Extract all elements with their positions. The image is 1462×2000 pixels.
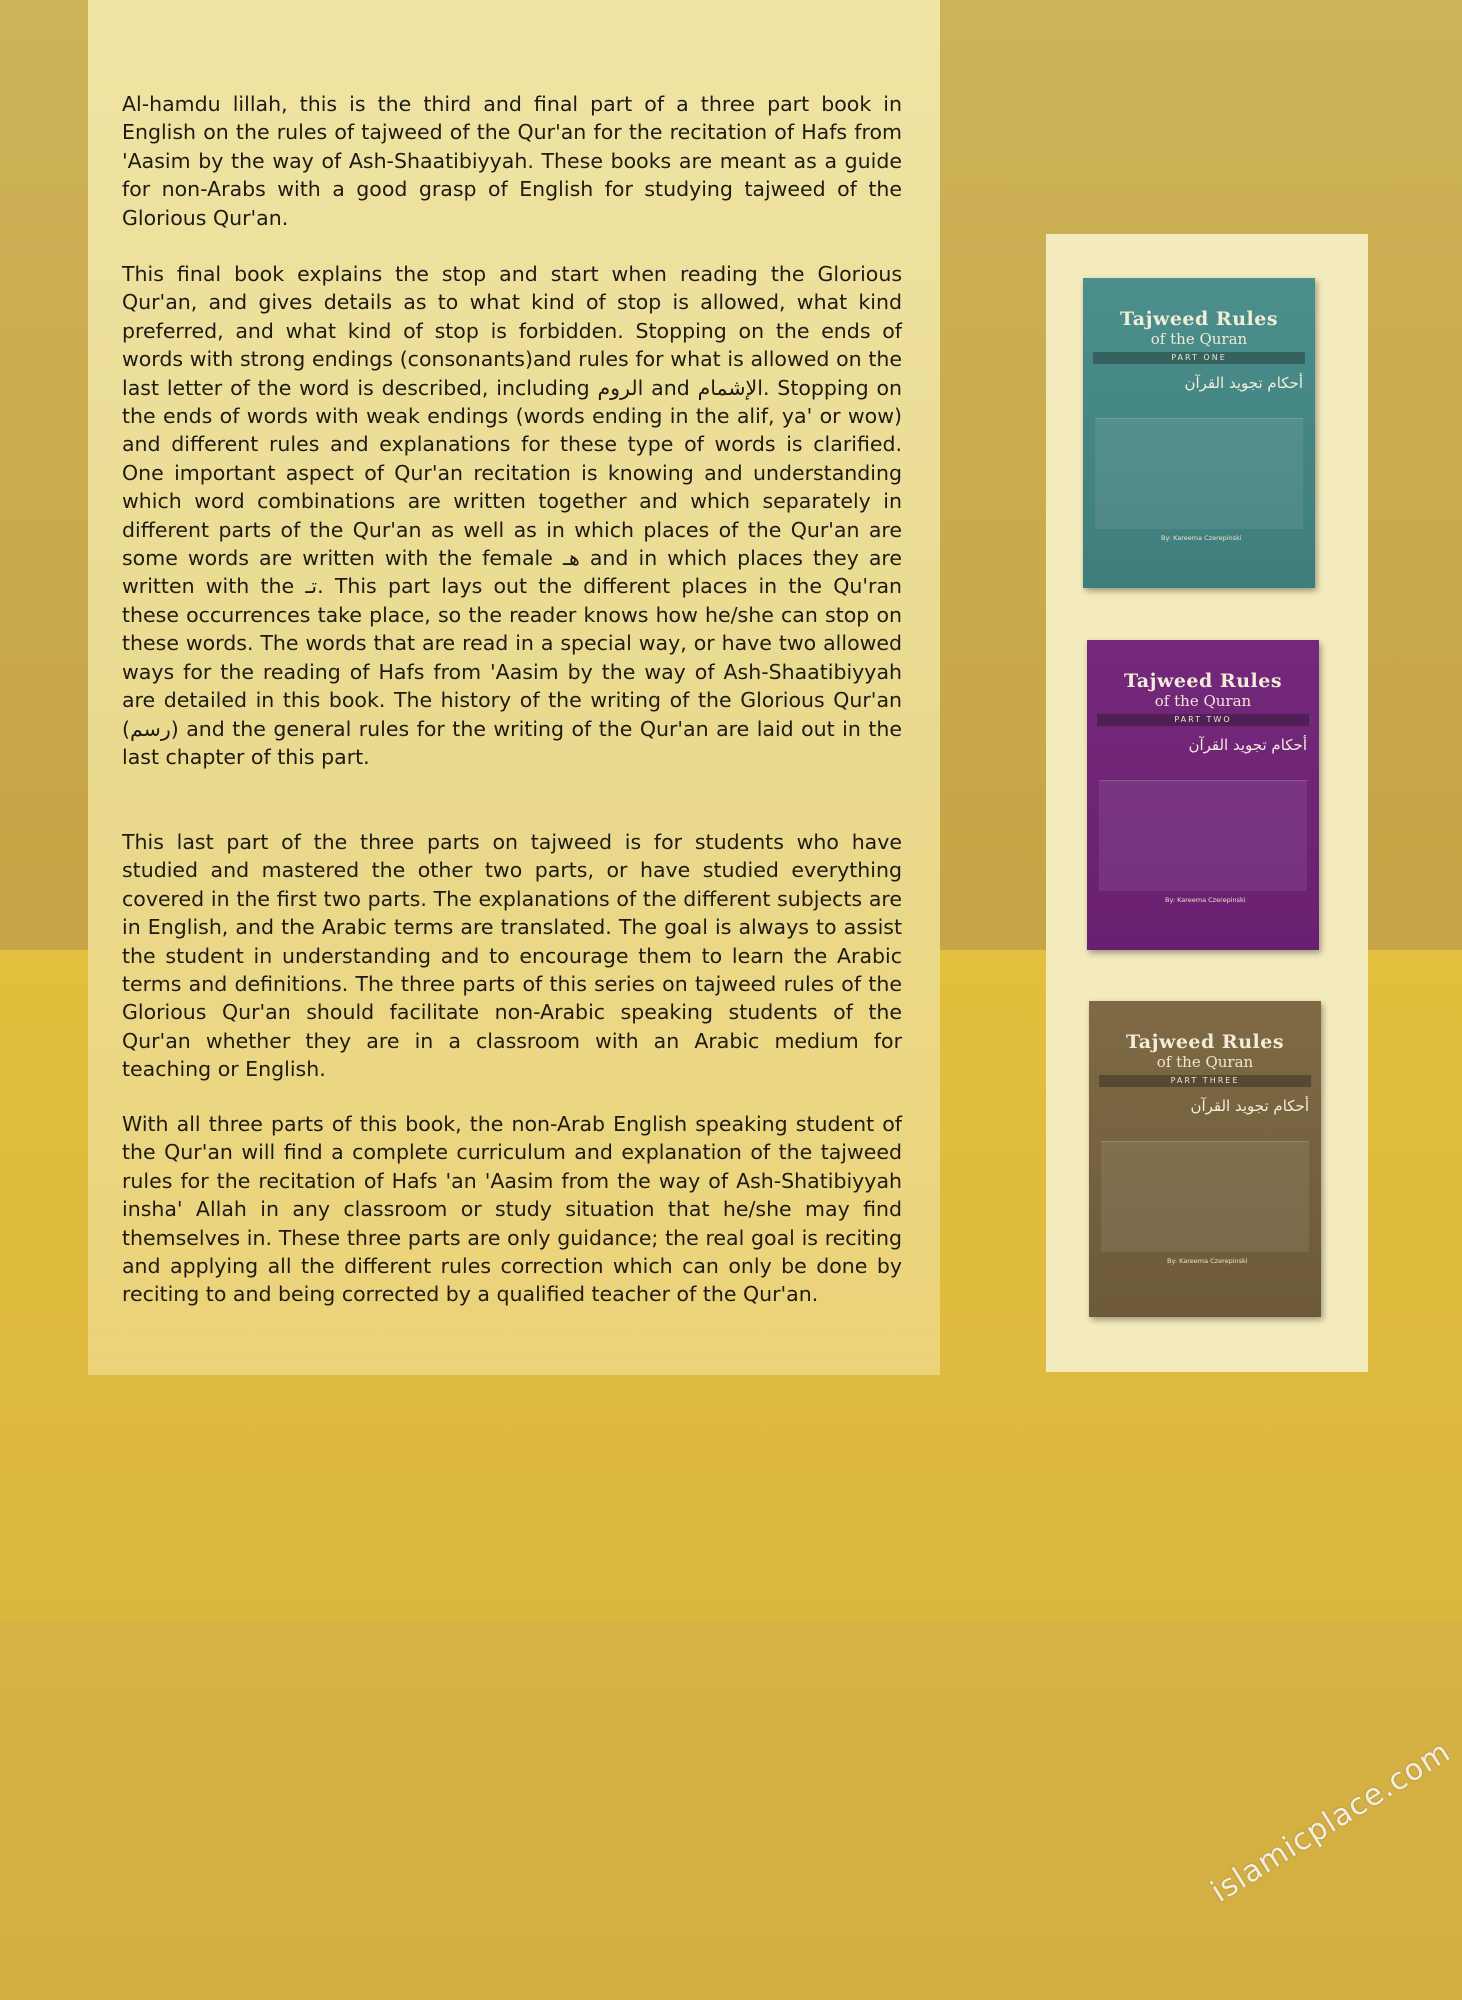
- book-subtitle: of the Quran: [1156, 1053, 1254, 1071]
- site-watermark: islamicplace.com: [1205, 1734, 1457, 1910]
- book-cover-part-two: [1087, 640, 1319, 950]
- book-author: By: Kareema Czerepinski: [1167, 1257, 1248, 1265]
- book-part-label: PART ONE: [1093, 352, 1305, 364]
- book-arabic-title: أحكام تجويد القرآن: [1184, 374, 1303, 392]
- book-subtitle: of the Quran: [1154, 692, 1252, 710]
- curriculum-paragraph: With all three parts of this book, the non-Arab English speaking student of the Qur'an will find a complete curriculum and explanation of the tajweed rules for the recitation of Hafs 'an 'Aasim from the way of Ash-Shatibiyyah insha' Allah in any classroom or study situation that he/she may find themselves in. These three parts are only guidance; the real goal is reciting and applying all the different rules correction which can only be done by reciting to and being corrected by a qualified teacher of the Qur'an.: [122, 1112, 902, 1307]
- book-title: Tajweed Rules: [1125, 1031, 1285, 1053]
- book-author: By: Kareema Czerepinski: [1165, 896, 1246, 904]
- book-cover-part-three: [1089, 1001, 1321, 1317]
- book-title: Tajweed Rules: [1123, 670, 1283, 692]
- book-arabic-title: أحكام تجويد القرآن: [1190, 1097, 1309, 1115]
- stopping-rules-paragraph: This final book explains the stop and start when reading the Glorious Qur'an, and gives details as to what kind of stop is allowed, what kind preferred, and what kind of stop is forbidden. Stopping on the ends of words with strong endings (consonants)and rules for what is allowed on the last letter of the word is described, including الروم and الإشمام. Stopping on the ends of words with weak endings (words ending in the alif, ya' or wow) and different rules and explanations for these type of words is clarified. One important aspect of Qur'an recitation is knowing and understanding which word combinations are written together and which separately in different parts of the Qur'an as well as in which places of the Qur'an are some words are written with the female هـ and in which places they are written with the تـ. This part lays out the different places in the Qu'ran these occurrences take place, so the reader knows how he/she can stop on these words. The words that are read in a special way, or have two allowed ways for the reading of Hafs from 'Aasim by the way of Ash-Shaatibiyyah are detailed in this book. The history of the writing of the Glorious Qur'an (رسم) and the general rules for the writing of the Qur'an are laid out in the last chapter of this part.: [122, 262, 902, 769]
- book-calligraphy-art: [1099, 780, 1307, 891]
- book-title: Tajweed Rules: [1119, 308, 1279, 330]
- book-calligraphy-art: [1095, 418, 1303, 529]
- book-calligraphy-art: [1101, 1141, 1309, 1252]
- book-part-label: PART THREE: [1099, 1075, 1311, 1087]
- book-part-label: PART TWO: [1097, 714, 1309, 726]
- intro-paragraph: Al-hamdu lillah, this is the third and final part of a three part book in English on the rules of tajweed of the Qur'an for the recitation of Hafs from 'Aasim by the way of Ash-Shaatibiyyah. These books are meant as a guide for non-Arabs with a good grasp of English for studying tajweed of the Glorious Qur'an.: [122, 92, 902, 230]
- book-cover-part-one: [1083, 278, 1315, 588]
- book-author: By: Kareema Czerepinski: [1161, 534, 1242, 542]
- book-arabic-title: أحكام تجويد القرآن: [1188, 736, 1307, 754]
- book-subtitle: of the Quran: [1150, 330, 1248, 348]
- background-bottom-band: [0, 1620, 1462, 2000]
- audience-paragraph: This last part of the three parts on tajweed is for students who have studied and mastered the other two parts, or have studied everything covered in the first two parts. The explanations of the different subjects are in English, and the Arabic terms are translated. The goal is always to assist the student in understanding and to encourage them to learn the Arabic terms and definitions. The three parts of this series on tajweed rules of the Glorious Qur'an should facilitate non-Arabic speaking students of the Qur'an whether they are in a classroom with an Arabic medium for teaching or English.: [122, 830, 902, 1082]
